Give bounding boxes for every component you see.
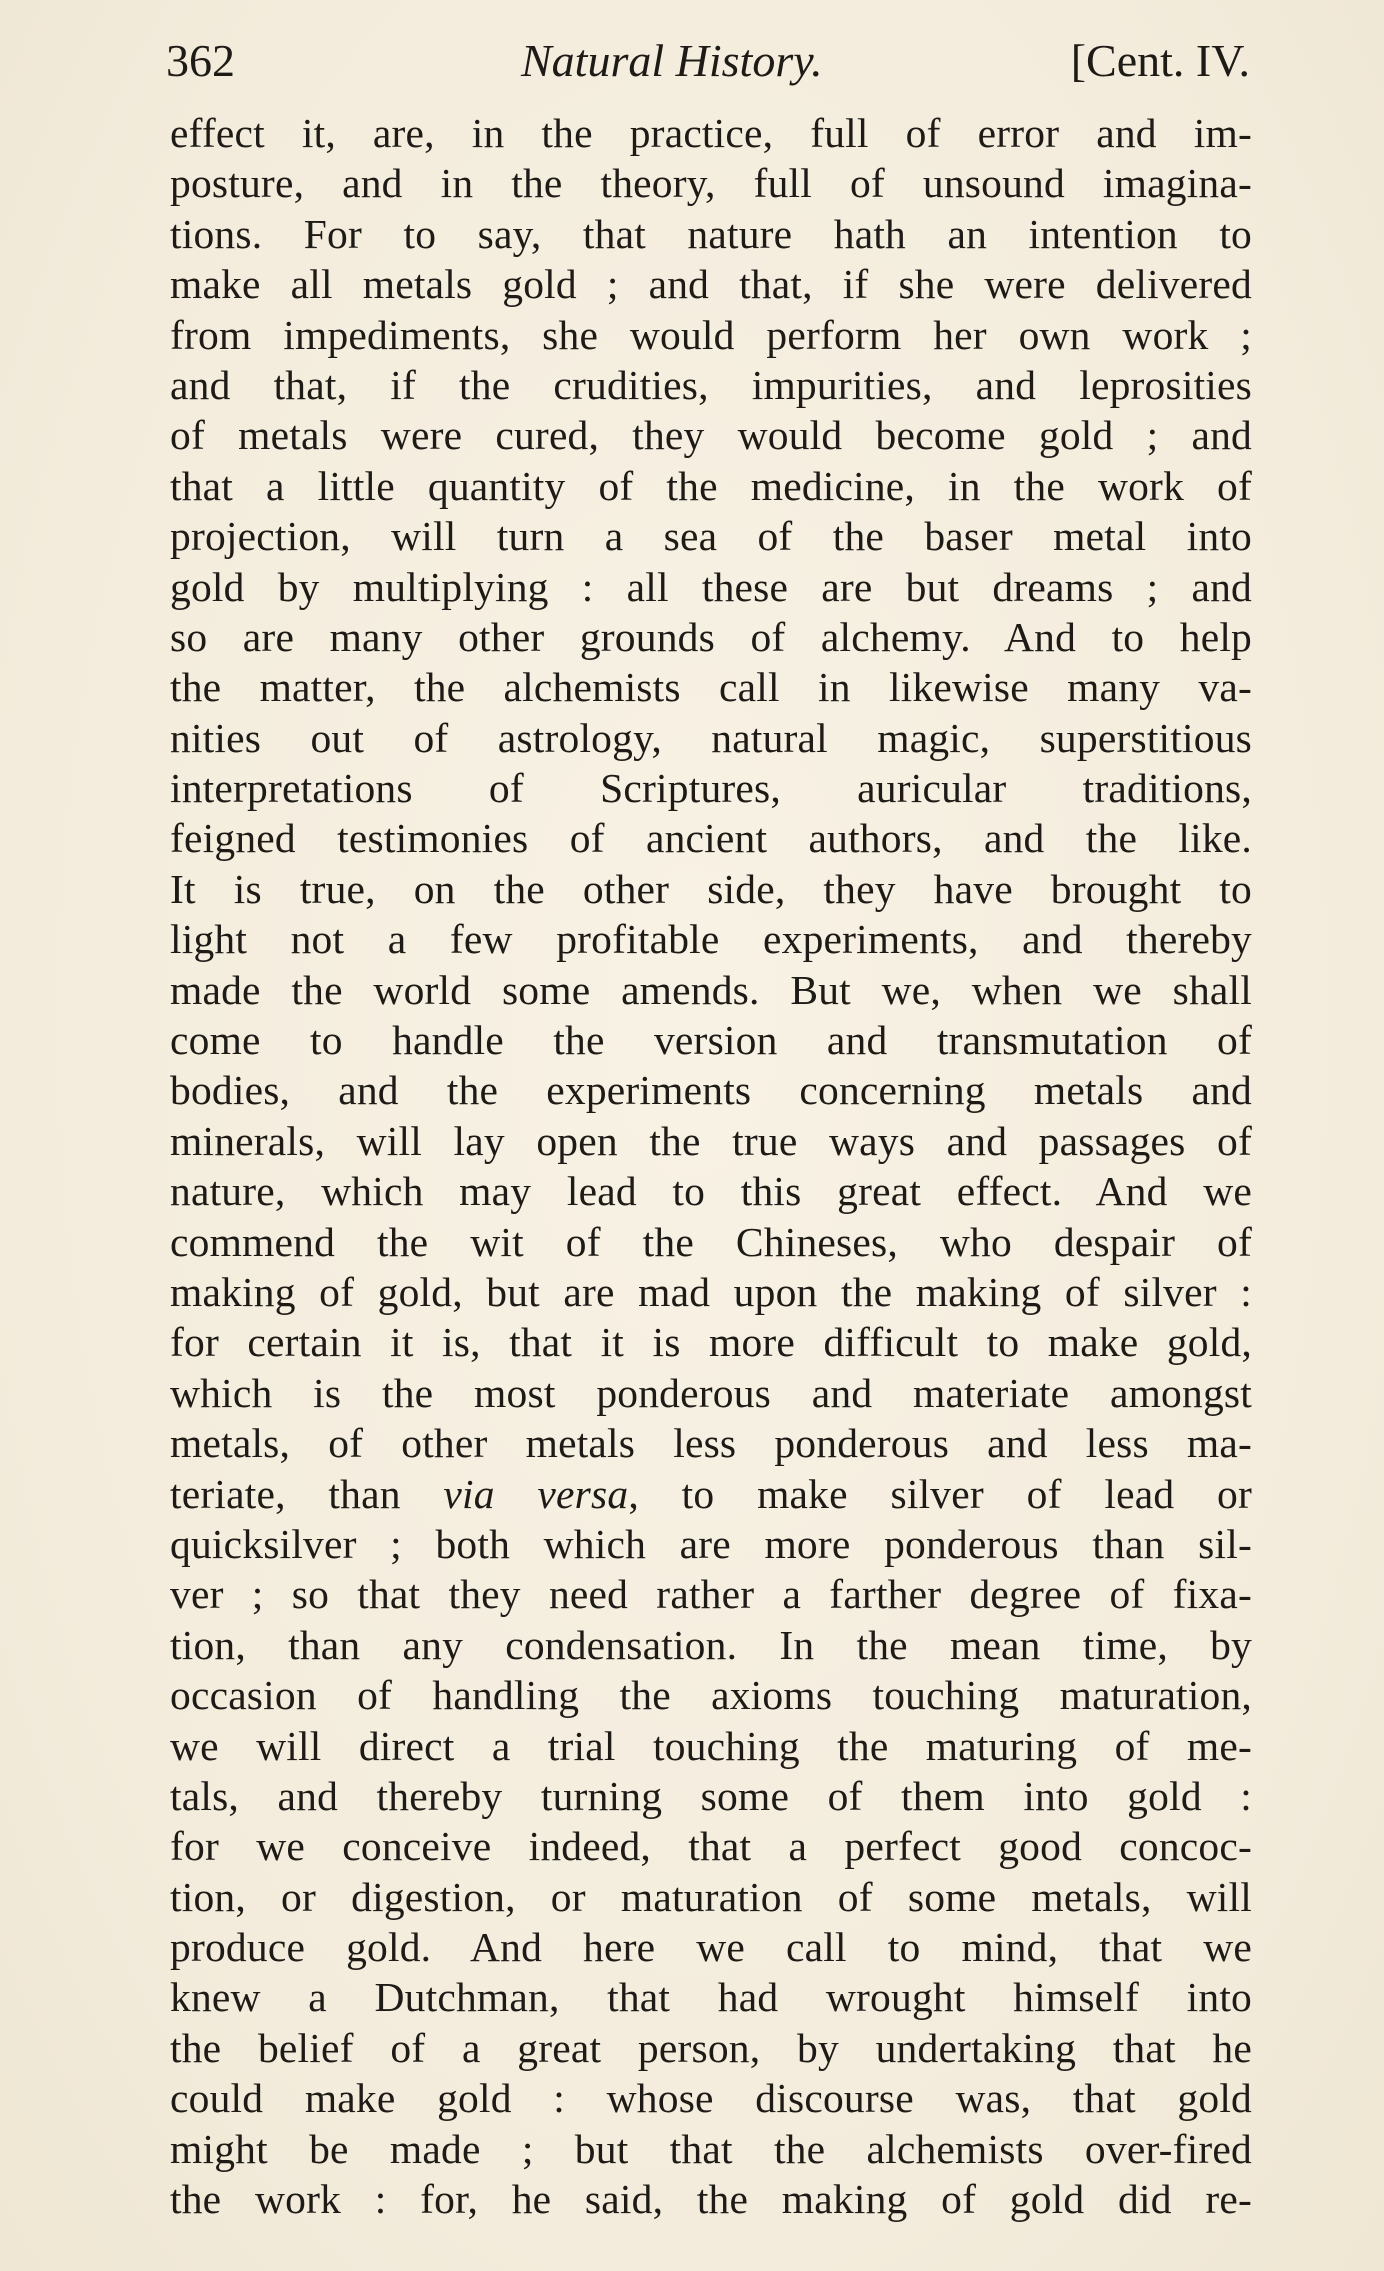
text-line: knew a Dutchman, that had wrought himself into xyxy=(170,1974,1252,2021)
text-line: from impediments, she would perform her own work ; xyxy=(170,311,1252,358)
text-line: and that, if the crudities, impurities, and leprosities xyxy=(170,361,1252,408)
text-line: make all metals gold ; and that, if she were delivered xyxy=(170,261,1252,308)
line-fragment: , to make silver of lead or xyxy=(628,1470,1252,1517)
text-line: could make gold : whose discourse was, that gold xyxy=(170,2075,1252,2122)
text-line: which is the most ponderous and materiate amongst xyxy=(170,1369,1252,1416)
text-line: so are many other grounds of alchemy. And to help xyxy=(170,613,1252,660)
text-line-with-italic xyxy=(170,1469,1252,1519)
text-line: we will direct a trial touching the maturing of me- xyxy=(170,1722,1252,1769)
text-line: the work : for, he said, the making of gold did re- xyxy=(170,2176,1252,2223)
running-title: Natural History. xyxy=(521,35,823,86)
text-line: might be made ; but that the alchemists over-fired xyxy=(170,2125,1252,2172)
text-line: for certain it is, that it is more difficult to make gold, xyxy=(170,1319,1252,1366)
text-line: posture, and in the theory, full of unsound imagina- xyxy=(170,160,1252,207)
running-head xyxy=(166,26,1250,96)
text-line: quicksilver ; both which are more ponderous than sil- xyxy=(170,1520,1252,1567)
text-line: light not a few profitable experiments, and thereby xyxy=(170,916,1252,963)
body-text xyxy=(170,108,1252,2224)
text-line: tion, or digestion, or maturation of some metals, will xyxy=(170,1873,1252,1920)
italic-phrase: via versa xyxy=(443,1470,629,1517)
text-line: nities out of astrology, natural magic, superstitious xyxy=(170,714,1252,761)
text-line: for we conceive indeed, that a perfect good concoc- xyxy=(170,1823,1252,1870)
text-line: tals, and thereby turning some of them into gold : xyxy=(170,1772,1252,1819)
text-line: the matter, the alchemists call in likewise many va- xyxy=(170,664,1252,711)
text-line: metals, of other metals less ponderous and less ma- xyxy=(170,1420,1252,1467)
text-line: nature, which may lead to this great effect. And we xyxy=(170,1168,1252,1215)
text-line: ver ; so that they need rather a farther degree of fixa- xyxy=(170,1571,1252,1618)
text-line: bodies, and the experiments concerning metals and xyxy=(170,1067,1252,1114)
text-line: projection, will turn a sea of the baser metal into xyxy=(170,513,1252,560)
text-line: tion, than any condensation. In the mean time, by xyxy=(170,1621,1252,1668)
text-line: making of gold, but are mad upon the making of silver : xyxy=(170,1268,1252,1315)
page-number: 362 xyxy=(166,35,235,86)
text-line: occasion of handling the axioms touching maturation, xyxy=(170,1672,1252,1719)
text-line: interpretations of Scriptures, auricular traditions, xyxy=(170,765,1252,812)
text-line: It is true, on the other side, they have brought to xyxy=(170,865,1252,912)
text-line: feigned testimonies of ancient authors, and the like. xyxy=(170,815,1252,862)
section-marker: [Cent. IV. xyxy=(1070,35,1250,86)
text-line: that a little quantity of the medicine, in the work of xyxy=(170,462,1252,509)
text-line: gold by multiplying : all these are but dreams ; and xyxy=(170,563,1252,610)
text-line: produce gold. And here we call to mind, that we xyxy=(170,1924,1252,1971)
text-line: tions. For to say, that nature hath an intention to xyxy=(170,210,1252,257)
text-line: minerals, will lay open the true ways and passages of xyxy=(170,1117,1252,1164)
text-line: commend the wit of the Chineses, who despair of xyxy=(170,1218,1252,1265)
line-fragment: teriate, than xyxy=(170,1470,444,1517)
text-line: the belief of a great person, by undertaking that he xyxy=(170,2024,1252,2071)
text-line: come to handle the version and transmutation of xyxy=(170,1017,1252,1064)
text-line: made the world some amends. But we, when we shall xyxy=(170,966,1252,1013)
text-line: effect it, are, in the practice, full of error and im- xyxy=(170,110,1252,156)
text-line: of metals were cured, they would become gold ; and xyxy=(170,412,1252,459)
